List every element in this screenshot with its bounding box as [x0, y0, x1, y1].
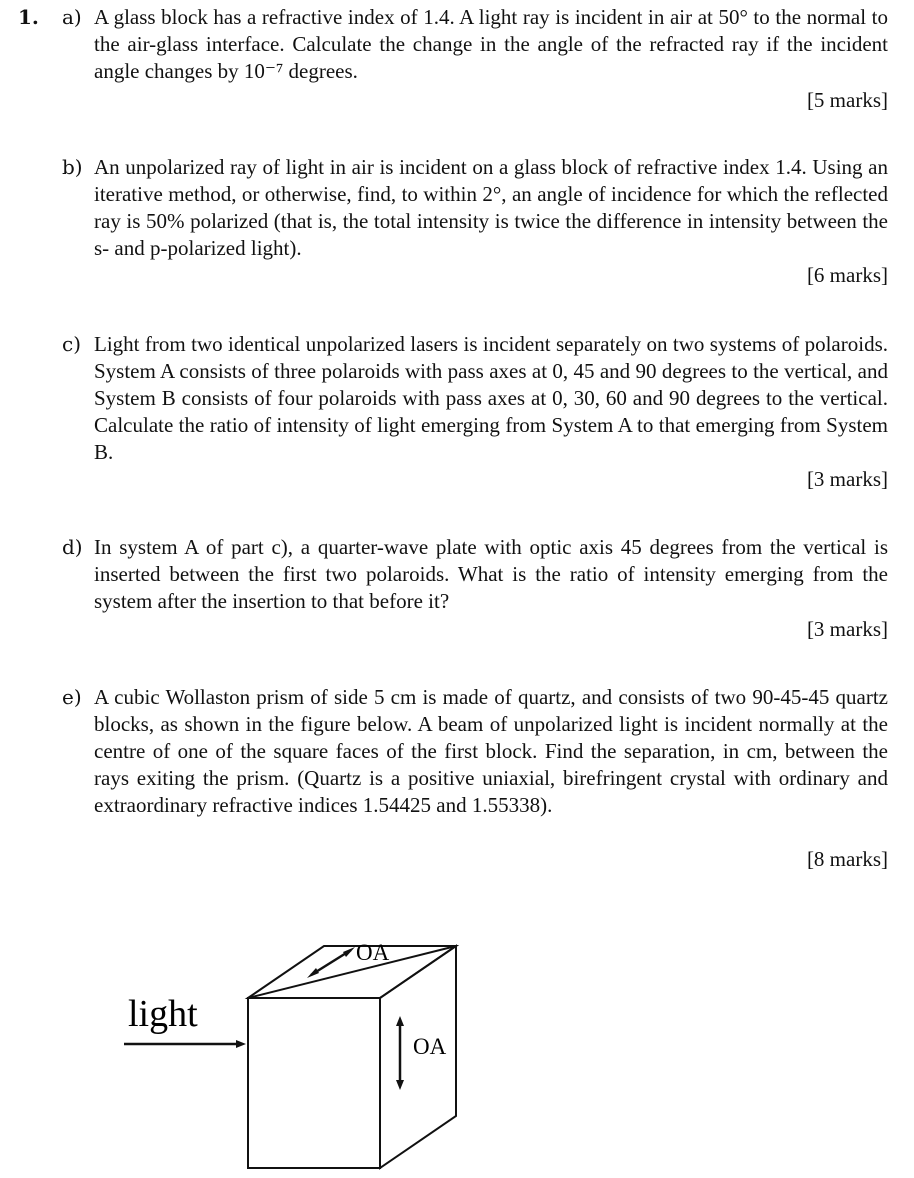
- part-a: [62, 4, 888, 124]
- part-d-text: In system A of part c), a quarter-wave plate with optic axis 45 degrees from the vertical is inserted between the first two polaroids. What is the ratio of intensity emerging from the system after the insertion to that before it?: [94, 535, 888, 613]
- question-number: 1.: [18, 5, 39, 29]
- prism-interface-diagonal: [248, 946, 456, 998]
- part-a-text: A glass block has a refractive index of 1.4. A light ray is incident in air at 50° to the normal to the air-glass interface. Calculate the change in the angle of the refracted ray if the incident angle changes by 10⁻⁷ degrees.: [94, 5, 888, 83]
- part-e-label: e): [62, 685, 82, 709]
- part-d-marks: [3 marks]: [806, 617, 888, 641]
- top-optic-axis-head-lower: [307, 968, 319, 978]
- prism-diagram: [110, 930, 470, 1174]
- part-b: [62, 154, 888, 304]
- part-b-label: b): [62, 155, 83, 179]
- wollaston-prism-figure: [110, 930, 470, 1178]
- part-e-marks: [8 marks]: [806, 847, 888, 871]
- side-optic-axis-label: OA: [413, 1034, 447, 1059]
- part-c-text: Light from two identical unpolarized lasers is incident separately on two systems of polaroids. System A consists of three polaroids with pass axes at 0, 45 and 90 degrees to the vertical, and System B consists of four polaroids with pass axes at 0, 30, 60 and 90 degrees to the vertical. Calculate the ratio of intensity of light emerging from System A to that emerging from System B.: [94, 332, 888, 464]
- part-e-text: A cubic Wollaston prism of side 5 cm is made of quartz, and consists of two 90-45-45 quartz blocks, as shown in the figure below. A beam of unpolarized light is incident normally at the centre of one of the square faces of the first block. Find the separation, in cm, between the rays exiting the prism. (Quartz is a positive uniaxial, birefringent crystal with ordinary and extraordinary refractive indices 1.54425 and 1.55338).: [94, 685, 888, 817]
- part-a-marks: [5 marks]: [806, 88, 888, 112]
- light-label: light: [128, 993, 198, 1035]
- part-d-label: d): [62, 535, 83, 559]
- part-b-marks: [6 marks]: [806, 263, 888, 287]
- side-optic-axis-head-upper: [396, 1016, 404, 1026]
- part-c: [62, 331, 888, 501]
- part-b-text: An unpolarized ray of light in air is incident on a glass block of refractive index 1.4. Using an iterative method, or otherwise, find, to within 2°, an angle of incidence for which the reflected ray is 50% polarized (that is, the total intensity is twice the difference in intensity between the s- and p-polarized light).: [94, 155, 888, 260]
- part-c-marks: [3 marks]: [806, 467, 888, 491]
- part-a-label: a): [62, 5, 82, 29]
- top-optic-axis-label: OA: [356, 940, 390, 965]
- part-e: [62, 684, 888, 884]
- part-c-label: c): [62, 332, 82, 356]
- part-d: [62, 534, 888, 654]
- side-optic-axis-head-lower: [396, 1080, 404, 1090]
- cube-front-face: [248, 998, 380, 1168]
- incident-arrow-head: [236, 1040, 246, 1048]
- top-optic-axis-head-upper: [343, 947, 355, 957]
